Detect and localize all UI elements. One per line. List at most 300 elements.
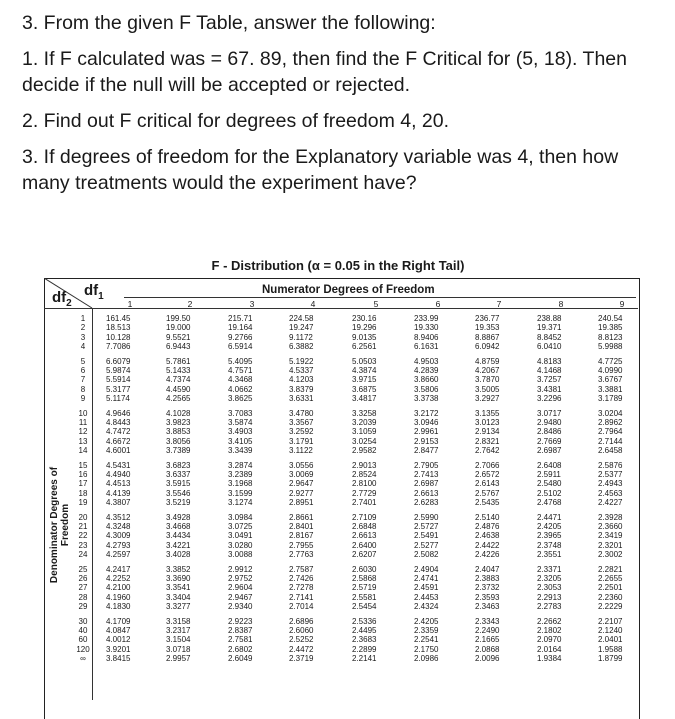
table-cell: 2.6283 — [414, 498, 439, 508]
table-cell: 2.3593 — [475, 592, 500, 602]
table-cell: 2.9582 — [352, 446, 377, 456]
table-cell: 2.8486 — [537, 427, 562, 437]
table-cell: 2.6207 — [352, 550, 377, 560]
table-cell: 9.5521 — [166, 332, 191, 342]
table-cell: 3.6875 — [352, 384, 377, 394]
table-cell: 1.9588 — [598, 644, 623, 654]
table-cell: 2.6987 — [537, 446, 562, 456]
table-cell: 3.4028 — [166, 550, 191, 560]
table-cell: 4.3512 — [106, 512, 131, 522]
table-cell: 4.2565 — [166, 394, 191, 404]
table-cell: 2.1240 — [598, 626, 623, 635]
table-cell: 2.4876 — [475, 522, 500, 531]
table-cell: 2.2541 — [414, 635, 439, 645]
table-cell: 2.9647 — [289, 479, 314, 489]
table-cell: 4.4513 — [106, 479, 131, 489]
table-cell: 3.3258 — [352, 408, 377, 418]
denominator-label: Denominator Degrees of Freedom — [49, 466, 71, 584]
row-label: 19 — [78, 498, 88, 508]
table-cell: 3.3881 — [598, 384, 623, 394]
table-cell: 2.7763 — [289, 550, 314, 560]
table-cell: 2.5990 — [414, 512, 439, 522]
table-cell: 4.3009 — [106, 531, 131, 541]
table-cell: 2.4768 — [537, 498, 562, 508]
table-cell: 3.1599 — [228, 488, 253, 498]
table-cell: 3.1355 — [475, 408, 500, 418]
table-cell: 2.5767 — [475, 488, 500, 498]
table-cell: 2.4422 — [475, 540, 500, 550]
row-label: 14 — [78, 446, 88, 456]
table-cell: 3.1059 — [352, 427, 377, 437]
table-cell: 3.7257 — [537, 375, 562, 385]
table-cell: 2.7014 — [289, 602, 314, 612]
table-cell: 3.0556 — [289, 460, 314, 470]
table-cell: 2.6896 — [289, 616, 314, 626]
table-cell: 2.3883 — [475, 574, 500, 583]
table-cell: 3.0717 — [537, 408, 562, 418]
table-cell: 3.3158 — [166, 616, 191, 626]
table-cell: 3.4668 — [166, 522, 191, 531]
row-label: ∞ — [80, 654, 86, 664]
table-cell: 3.2039 — [352, 418, 377, 427]
table-cell: 2.7905 — [414, 460, 439, 470]
table-cell: 4.2417 — [106, 564, 131, 574]
table-cell: 3.3277 — [166, 602, 191, 612]
table-cell: 2.9013 — [352, 460, 377, 470]
row-label: 5 — [80, 356, 86, 366]
table-cell: 9.1172 — [289, 332, 313, 342]
table-cell: 2.0986 — [414, 654, 439, 664]
column-header: 7 — [496, 299, 502, 309]
table-cell: 6.0410 — [537, 342, 562, 352]
table-cell: 10.128 — [106, 332, 131, 342]
column-header: 2 — [187, 299, 193, 309]
row-label: 40 — [78, 626, 88, 635]
table-cell: 3.3690 — [166, 574, 191, 583]
row-label: 4 — [80, 342, 86, 352]
questions-block — [22, 10, 662, 206]
table-cell: 2.4495 — [352, 626, 377, 635]
table-cell: 3.8853 — [166, 427, 191, 437]
table-cell: 3.4780 — [289, 408, 314, 418]
table-cell: 5.0503 — [352, 356, 377, 366]
table-cell: 3.8660 — [414, 375, 439, 385]
table-cell: 5.9988 — [598, 342, 623, 352]
table-cell: 2.3371 — [537, 564, 562, 574]
table-cell: 2.3343 — [475, 616, 500, 626]
table-cell: 3.6767 — [598, 375, 623, 385]
question-3: 3. If degrees of freedom for the Explanatory variable was 4, then how many treatments would the experiment have? — [22, 146, 619, 194]
table-cell: 2.2501 — [598, 583, 623, 593]
table-cell: 3.2172 — [414, 408, 439, 418]
table-cell: 2.3732 — [475, 583, 500, 593]
table-cell: 3.2317 — [166, 626, 191, 635]
table-cell: 2.5480 — [537, 479, 562, 489]
table-cell: 3.4221 — [166, 540, 191, 550]
table-cell: 4.0990 — [598, 366, 623, 375]
table-cell: 8.9406 — [414, 332, 439, 342]
table-cell: 3.9823 — [166, 418, 191, 427]
table-cell: 4.2067 — [475, 366, 500, 375]
table-cell: 3.0123 — [475, 418, 500, 427]
table-cell: 3.1789 — [598, 394, 623, 404]
table-cell: 19.247 — [289, 323, 314, 333]
table-cell: 238.88 — [537, 314, 562, 323]
column-header: 3 — [249, 299, 255, 309]
row-label: 24 — [78, 550, 88, 560]
table-cell: 3.6823 — [166, 460, 191, 470]
table-cell: 3.2874 — [228, 460, 253, 470]
table-cell: 2.1665 — [475, 635, 500, 645]
table-cell: 3.6337 — [166, 470, 191, 479]
table-cell: 2.1750 — [414, 644, 439, 654]
row-label-rule — [92, 308, 93, 700]
row-label: 2 — [80, 323, 86, 333]
table-cell: 3.2592 — [289, 427, 314, 437]
df2-sub: 2 — [66, 298, 72, 309]
table-cell: 2.0868 — [475, 644, 500, 654]
table-cell: 2.8951 — [289, 498, 314, 508]
table-cell: 2.7669 — [537, 436, 562, 446]
table-cell: 9.2766 — [228, 332, 253, 342]
table-cell: 5.1174 — [106, 394, 130, 404]
table-cell: 2.4453 — [414, 592, 439, 602]
table-cell: 2.7729 — [352, 488, 377, 498]
table-cell: 4.8183 — [537, 356, 562, 366]
table-cell: 4.6001 — [106, 446, 131, 456]
table-cell: 3.4903 — [228, 427, 253, 437]
table-cell: 3.1968 — [228, 479, 253, 489]
table-cell: 2.4205 — [537, 522, 562, 531]
table-cell: 6.1631 — [414, 342, 439, 352]
table-cell: 3.3852 — [166, 564, 191, 574]
table-cell: 2.6400 — [352, 540, 377, 550]
column-header: 6 — [435, 299, 441, 309]
table-cell: 2.7413 — [414, 470, 439, 479]
table-cell: 4.3874 — [352, 366, 377, 375]
question-1: 1. If F calculated was = 67. 89, then find the F Critical for (5, 18). Then decide if the null will be accepted or rejected. — [22, 48, 627, 96]
table-cell: 2.2655 — [598, 574, 623, 583]
row-label: 26 — [78, 574, 88, 583]
table-cell: 3.2927 — [475, 394, 500, 404]
table-cell: 8.8123 — [598, 332, 623, 342]
table-cell: 2.2662 — [537, 616, 562, 626]
table-cell: 4.9503 — [414, 356, 439, 366]
table-cell: 3.5005 — [475, 384, 500, 394]
table-cell: 6.2561 — [352, 342, 377, 352]
table-cell: 3.8379 — [289, 384, 314, 394]
table-cell: 2.8962 — [598, 418, 623, 427]
table-cell: 2.8524 — [352, 470, 377, 479]
table-cell: 5.3177 — [106, 384, 131, 394]
table-cell: 5.7861 — [166, 356, 191, 366]
table-cell: 2.4047 — [475, 564, 500, 574]
table-cell: 18.513 — [106, 323, 131, 333]
table-cell: 2.5140 — [475, 512, 500, 522]
table-cell: 5.1433 — [166, 366, 191, 375]
table-cell: 2.4227 — [598, 498, 623, 508]
table-cell: 3.9201 — [106, 644, 131, 654]
table-cell: 3.0204 — [598, 408, 623, 418]
table-cell: 3.5546 — [166, 488, 191, 498]
numerator-underline — [124, 297, 636, 298]
table-cell: 2.3419 — [598, 531, 623, 541]
table-cell: 4.4139 — [106, 488, 131, 498]
table-cell: 2.2229 — [598, 602, 623, 612]
table-cell: 4.0012 — [106, 635, 131, 645]
table-cell: 19.164 — [228, 323, 253, 333]
table-cell: 2.9752 — [228, 574, 253, 583]
table-cell: 2.6802 — [228, 644, 253, 654]
row-label: 11 — [78, 418, 88, 427]
table-cell: 2.6060 — [289, 626, 314, 635]
df2-text: df — [52, 289, 67, 306]
table-cell: 2.0096 — [475, 654, 500, 664]
table-cell: 2.4741 — [414, 574, 439, 583]
table-cell: 4.2252 — [106, 574, 131, 583]
table-cell: 2.2141 — [352, 654, 377, 664]
table-cell: 19.296 — [352, 323, 377, 333]
row-label: 10 — [78, 408, 88, 418]
question-2: 2. Find out F critical for degrees of freedom 4, 20. — [22, 110, 450, 132]
table-cell: 2.3359 — [414, 626, 439, 635]
table-cell: 2.3201 — [598, 540, 623, 550]
table-cell: 2.4563 — [598, 488, 623, 498]
table-cell: 4.1028 — [166, 408, 191, 418]
table-cell: 2.6987 — [414, 479, 439, 489]
table-cell: 2.9223 — [228, 616, 253, 626]
table-cell: 6.6079 — [106, 356, 131, 366]
table-cell: 4.4940 — [106, 470, 131, 479]
table-cell: 2.9480 — [537, 418, 562, 427]
table-cell: 4.4590 — [166, 384, 191, 394]
table-cell: 4.5337 — [289, 366, 314, 375]
table-cell: 2.3748 — [537, 540, 562, 550]
table-cell: 6.5914 — [228, 342, 253, 352]
table-cell: 2.6049 — [228, 654, 253, 664]
table-cell: 2.1802 — [537, 626, 562, 635]
table-cell: 2.5876 — [598, 460, 623, 470]
row-label: 3 — [80, 332, 86, 342]
table-cell: 199.50 — [166, 314, 191, 323]
table-cell: 4.8443 — [106, 418, 131, 427]
table-cell: 2.5435 — [475, 498, 500, 508]
row-label: 18 — [78, 488, 88, 498]
table-cell: 2.3053 — [537, 583, 562, 593]
table-cell: 2.6030 — [352, 564, 377, 574]
table-cell: 2.8387 — [228, 626, 253, 635]
table-cell: 4.2100 — [106, 583, 131, 593]
table-cell: 3.0491 — [228, 531, 253, 541]
table-cell: 2.2821 — [598, 564, 623, 574]
table-cell: 2.2107 — [598, 616, 623, 626]
table-cell: 4.7725 — [598, 356, 623, 366]
table-cell: 2.2913 — [537, 592, 562, 602]
table-cell: 2.3719 — [289, 654, 314, 664]
table-cell: 161.45 — [106, 314, 131, 323]
column-header: 9 — [619, 299, 625, 309]
row-label: 9 — [80, 394, 86, 404]
row-label: 29 — [78, 602, 88, 612]
table-cell: 2.9134 — [475, 427, 500, 437]
table-cell: 230.16 — [352, 314, 377, 323]
table-cell: 4.2839 — [414, 366, 439, 375]
table-cell: 2.7426 — [289, 574, 314, 583]
table-cell: 2.8477 — [414, 446, 439, 456]
table-cell: 2.9912 — [228, 564, 253, 574]
table-cell: 2.7581 — [228, 635, 253, 645]
table-cell: 4.1960 — [106, 592, 131, 602]
f-table-figure — [38, 252, 638, 700]
table-cell: 3.0946 — [414, 418, 439, 427]
table-cell: 2.4226 — [475, 550, 500, 560]
column-header: 1 — [127, 299, 133, 309]
table-cell: 3.7870 — [475, 375, 500, 385]
table-cell: 2.4904 — [414, 564, 439, 574]
table-cell: 2.5454 — [352, 602, 377, 612]
table-cell: 2.9604 — [228, 583, 253, 593]
row-label: 30 — [78, 616, 88, 626]
table-cell: 2.4472 — [289, 644, 314, 654]
row-label: 16 — [78, 470, 88, 479]
table-cell: 4.0662 — [228, 384, 253, 394]
table-cell: 2.6572 — [475, 470, 500, 479]
row-label: 7 — [80, 375, 86, 385]
table-cell: 240.54 — [598, 314, 623, 323]
table-cell: 3.2296 — [537, 394, 562, 404]
table-cell: 19.353 — [475, 323, 500, 333]
table-cell: 236.77 — [475, 314, 500, 323]
table-cell: 2.8661 — [289, 512, 314, 522]
table-cell: 3.3541 — [166, 583, 191, 593]
table-cell: 2.5377 — [598, 470, 623, 479]
table-cell: 3.5806 — [414, 384, 439, 394]
table-cell: 2.9961 — [414, 427, 439, 437]
table-cell: 2.8401 — [289, 522, 314, 531]
table-cell: 3.0718 — [166, 644, 191, 654]
table-cell: 224.58 — [289, 314, 314, 323]
table-cell: 2.8100 — [352, 479, 377, 489]
table-cell: 5.4095 — [228, 356, 253, 366]
df1-sub: 1 — [98, 291, 104, 302]
table-cell: 2.7109 — [352, 512, 377, 522]
table-cell: 1.8799 — [598, 654, 623, 664]
table-cell: 2.9957 — [166, 654, 191, 664]
row-label: 13 — [78, 436, 88, 446]
table-cell: 3.1791 — [289, 436, 314, 446]
table-cell: 3.4434 — [166, 531, 191, 541]
question-intro: 3. From the given F Table, answer the following: — [22, 12, 436, 34]
row-label: 23 — [78, 540, 88, 550]
table-cell: 2.7964 — [598, 427, 623, 437]
table-cell: 2.2899 — [352, 644, 377, 654]
table-cell: 2.8321 — [475, 436, 500, 446]
table-cell: 3.7389 — [166, 446, 191, 456]
table-cell: 3.4817 — [352, 394, 377, 404]
row-label: 22 — [78, 531, 88, 541]
table-cell: 6.3882 — [289, 342, 314, 352]
table-cell: 4.7472 — [106, 427, 131, 437]
table-cell: 4.9646 — [106, 408, 131, 418]
table-cell: 3.3738 — [414, 394, 439, 404]
table-cell: 2.7401 — [352, 498, 377, 508]
table-cell: 2.0164 — [537, 644, 562, 654]
column-header: 8 — [558, 299, 564, 309]
row-label: 8 — [80, 384, 86, 394]
table-cell: 2.5082 — [414, 550, 439, 560]
table-cell: 19.385 — [598, 323, 623, 333]
table-cell: 3.0254 — [352, 436, 377, 446]
table-cell: 4.3248 — [106, 522, 131, 531]
row-label: 6 — [80, 366, 86, 375]
table-cell: 2.6848 — [352, 522, 377, 531]
table-cell: 2.6458 — [598, 446, 623, 456]
row-label: 25 — [78, 564, 88, 574]
table-cell: 9.0135 — [352, 332, 377, 342]
table-cell: 2.7955 — [289, 540, 314, 550]
table-cell: 2.4638 — [475, 531, 500, 541]
table-cell: 2.3928 — [598, 512, 623, 522]
table-cell: 2.7642 — [475, 446, 500, 456]
table-cell: 2.4471 — [537, 512, 562, 522]
table-cell: 2.0401 — [598, 635, 623, 645]
table-cell: 2.7587 — [289, 564, 314, 574]
df2-label — [52, 289, 72, 309]
table-cell: 3.3439 — [228, 446, 253, 456]
table-cell: 2.5102 — [537, 488, 562, 498]
table-cell: 3.0280 — [228, 540, 253, 550]
table-cell: 2.3683 — [352, 635, 377, 645]
table-cell: 7.7086 — [106, 342, 131, 352]
table-cell: 8.8867 — [475, 332, 500, 342]
table-cell: 2.5911 — [537, 470, 561, 479]
table-cell: 19.330 — [414, 323, 439, 333]
row-label: 20 — [78, 512, 88, 522]
table-cell: 4.5431 — [106, 460, 131, 470]
row-label: 12 — [78, 427, 88, 437]
table-cell: 3.5874 — [228, 418, 253, 427]
df1-label — [84, 282, 104, 302]
table-cell: 4.1830 — [106, 602, 131, 612]
table-cell: 3.0984 — [228, 512, 253, 522]
table-cell: 3.0069 — [289, 470, 314, 479]
table-cell: 3.4381 — [537, 384, 562, 394]
table-cell: 5.9874 — [106, 366, 131, 375]
table-cell: 2.6613 — [352, 531, 377, 541]
column-header: 4 — [310, 299, 316, 309]
row-label: 60 — [78, 635, 88, 645]
table-cell: 3.4928 — [166, 512, 191, 522]
df1-text: df — [84, 282, 99, 299]
table-cell: 2.6613 — [414, 488, 439, 498]
table-cell: 3.0088 — [228, 550, 253, 560]
table-cell: 2.6408 — [537, 460, 562, 470]
table-cell: 2.9340 — [228, 602, 253, 612]
table-cell: 2.7278 — [289, 583, 314, 593]
table-cell: 3.8625 — [228, 394, 253, 404]
table-cell: 4.2793 — [106, 540, 131, 550]
table-title: F - Distribution (α = 0.05 in the Right Tail) — [211, 258, 465, 273]
table-cell: 8.8452 — [537, 332, 562, 342]
table-cell: 2.2360 — [598, 592, 623, 602]
table-cell: 2.5491 — [414, 531, 439, 541]
table-cell: 6.9443 — [166, 342, 191, 352]
row-label: 21 — [78, 522, 88, 531]
table-cell: 4.2597 — [106, 550, 131, 560]
table-cell: 3.1274 — [228, 498, 253, 508]
table-cell: 3.4105 — [228, 436, 253, 446]
table-cell: 215.71 — [228, 314, 253, 323]
